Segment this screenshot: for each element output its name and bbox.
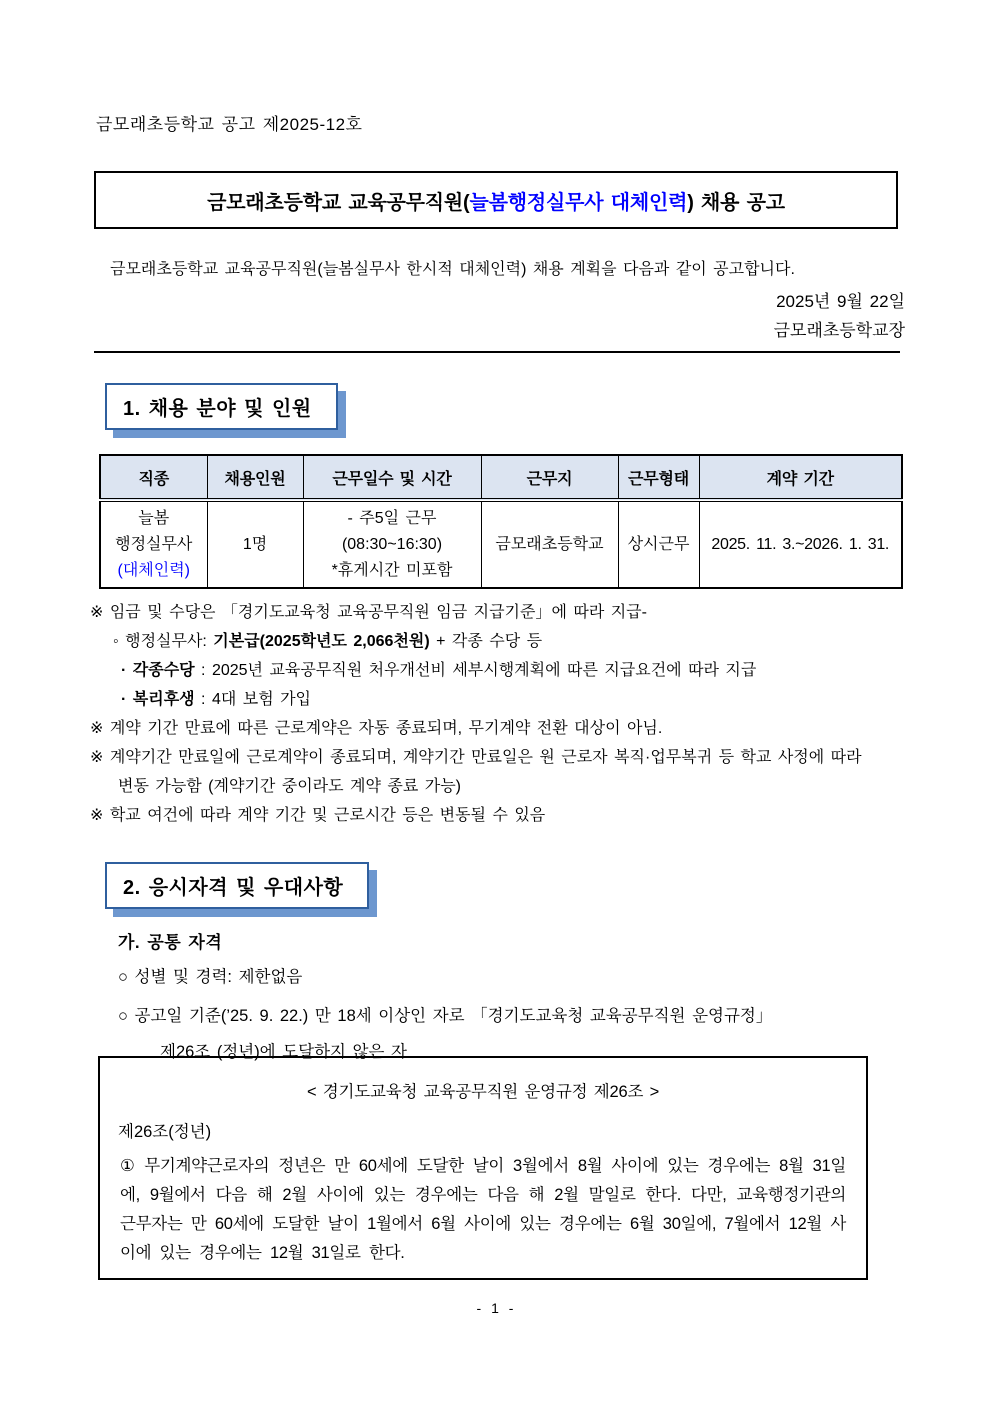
cell-headcount: 1명	[207, 500, 303, 588]
note-welfare	[121, 685, 912, 714]
note-allowance	[121, 656, 912, 685]
regulation-box	[98, 1056, 868, 1280]
document-title-box	[94, 171, 898, 229]
horizontal-divider	[94, 351, 900, 353]
cell-worktype: 상시근무	[618, 500, 699, 588]
cell-schedule	[303, 500, 481, 588]
job-line2: 행정실무사	[115, 535, 193, 553]
note-base-pay-prefix: ◦ 행정실무사:	[113, 633, 214, 650]
signer: 금모래초등학교장	[773, 321, 905, 340]
title-highlight: 늘봄행정실무사 대체인력	[469, 191, 688, 214]
col-header-headcount: 채용인원	[207, 455, 303, 500]
page-number: - 1 -	[476, 1300, 516, 1316]
notes-block	[90, 598, 912, 830]
note-welfare-bold: 복리후생	[132, 691, 195, 708]
recruitment-table	[99, 454, 903, 589]
note-allowance-bold: 각종수당	[132, 662, 195, 679]
qualification-item-age-line2: 제26조 (정년)에 도달하지 않은 자	[160, 1043, 407, 1061]
section1-heading: 1. 채용 분야 및 인원	[105, 383, 338, 430]
qualification-item-age-line1: ○ 공고일 기준(’25. 9. 22.) 만 18세 이상인 자로 「경기도교육청 교육공무직원 운영규정」	[118, 1007, 773, 1025]
doc-number: 금모래초등학교 공고 제2025-12호	[96, 115, 363, 134]
schedule-line3: *휴게시간 미포함	[331, 561, 453, 579]
note-welfare-bullet: ·	[121, 691, 133, 708]
table-row	[100, 500, 902, 588]
regulation-article: 제26조(정년)	[118, 1123, 212, 1141]
document-title	[207, 186, 785, 215]
note-contract-end-line2: 변동 가능함 (계약기간 중이라도 계약 종료 가능)	[118, 778, 461, 795]
col-header-worktype: 근무형태	[618, 455, 699, 500]
col-header-location: 근무지	[481, 455, 618, 500]
schedule-line1: - 주5일 근무	[347, 509, 437, 527]
common-qualification-heading: 가. 공통 자격	[118, 933, 223, 952]
section2-heading: 2. 응시자격 및 우대사항	[105, 862, 369, 909]
cell-period: 2025. 11. 3.~2026. 1. 31.	[699, 500, 902, 588]
regulation-body: ① 무기계약근로자의 정년은 만 60세에 도달한 날이 3월에서 8월 사이에 있는 경우에는 8월 31일에, 9월에서 다음 해 2월 사이에 있는 경우에는 다음 해 2월 말일로 한다. 다만, 교육행정기관의 근무자는 만 60세에 도달한 날이 1월에서 6월 사이에 있는 경우에는 6월 30일에, 7월에서 12월 사이에 있는 경우에는 12월 31일로 한다.	[120, 1157, 846, 1262]
job-line3: (대체인력)	[117, 561, 190, 579]
col-header-job: 직종	[100, 455, 207, 500]
title-prefix: 금모래초등학교 교육공무직원(	[207, 191, 470, 214]
note-base-pay-bold: 기본급(2025학년도 2,066천원)	[213, 633, 430, 650]
note-allowance-bullet: ·	[121, 662, 133, 679]
note-auto-termination: ※ 계약 기간 만료에 따른 근로계약은 자동 종료되며, 무기계약 전환 대상이 아님.	[90, 720, 663, 737]
cell-job	[100, 500, 207, 588]
note-school-conditions: ※ 학교 여건에 따라 계약 기간 및 근로시간 등은 변동될 수 있음	[90, 807, 546, 824]
note-contract-end-line1: ※ 계약기간 만료일에 근로계약이 종료되며, 계약기간 만료일은 원 근로자 복직·업무복귀 등 학교 사정에 따라	[90, 749, 862, 766]
note-welfare-text: : 4대 보험 가입	[194, 691, 312, 708]
col-header-period: 계약 기간	[699, 455, 902, 500]
table-header-row	[100, 455, 902, 500]
qualification-item-gender: ○ 성별 및 경력: 제한없음	[118, 968, 303, 986]
schedule-line2: (08:30~16:30)	[341, 535, 443, 553]
note-base-pay	[113, 627, 912, 656]
intro-text: 금모래초등학교 교육공무직원(늘봄실무사 한시적 대체인력) 채용 계획을 다음과 같이 공고합니다.	[110, 261, 795, 278]
note-allowance-text: : 2025년 교육공무직원 처우개선비 세부시행계획에 따른 지급요건에 따라 지급	[194, 662, 757, 679]
job-line1: 늘봄	[138, 509, 170, 527]
title-suffix: ) 채용 공고	[687, 191, 785, 214]
note-wage: ※ 임금 및 수당은 「경기도교육청 교육공무직원 임금 지급기준」에 따라 지급-	[90, 604, 647, 621]
cell-location: 금모래초등학교	[481, 500, 618, 588]
note-base-pay-suffix: + 각종 수당 등	[429, 633, 543, 650]
announcement-date: 2025년 9월 22일	[776, 292, 905, 311]
regulation-title: < 경기도교육청 교육공무직원 운영규정 제26조 >	[306, 1083, 660, 1101]
col-header-schedule: 근무일수 및 시간	[303, 455, 481, 500]
